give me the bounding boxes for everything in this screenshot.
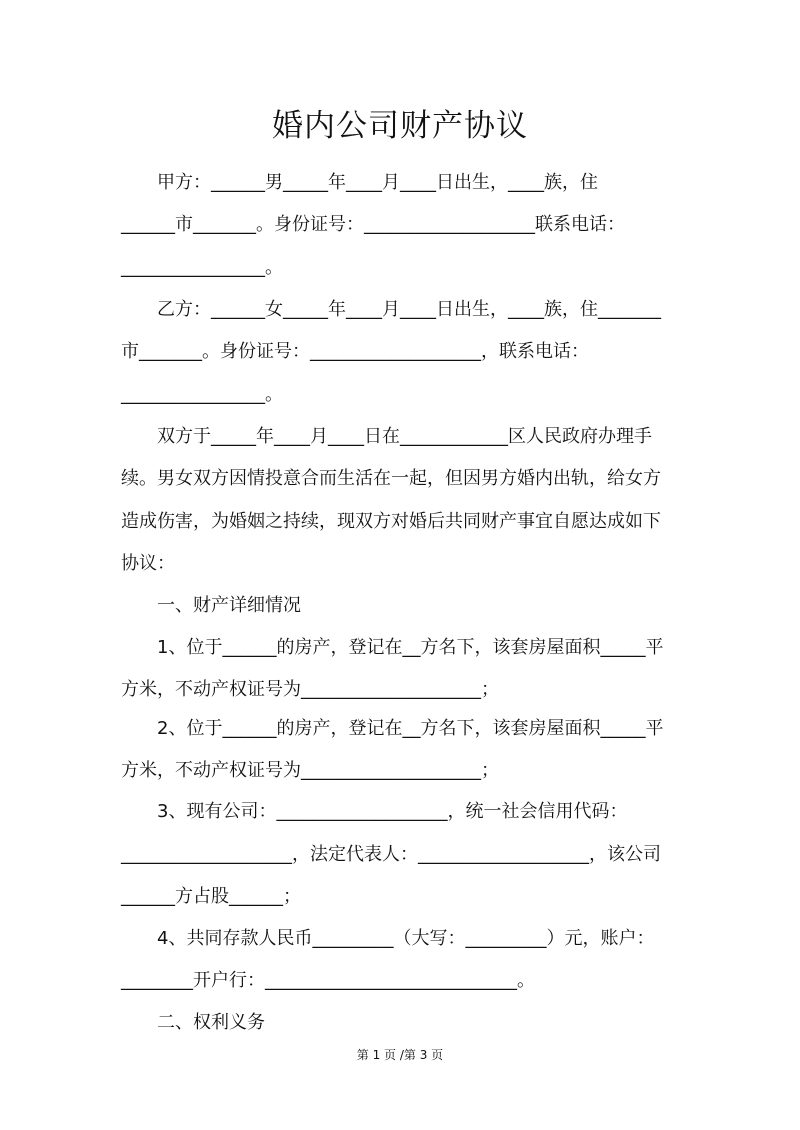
item-4-line-1: 4、共同存款人民币_________（大写：_________）元，账户：	[157, 928, 655, 949]
section-heading-rights: 二、权利义务	[157, 1012, 265, 1033]
preamble-line-4: 协议：	[121, 553, 175, 574]
party-b-line-3: ________________。	[121, 384, 283, 405]
preamble-line-2: 续。男女双方因情投意合而生活在一起，但因男方婚内出轨，给女方	[121, 468, 661, 489]
party-a-line-1: 甲方：______男_____年____月____日出生，____族，住	[157, 172, 598, 193]
item-3-line-2: ___________________，法定代表人：___________________，该公司	[121, 844, 661, 865]
party-a-line-3: ________________。	[121, 257, 283, 278]
item-3-line-3: ______方占股______；	[121, 886, 301, 907]
party-b-line-1: 乙方：______女_____年____月____日出生，____族，住_______	[157, 299, 661, 320]
document-title: 婚内公司财产协议	[272, 108, 528, 144]
section-heading-property: 一、财产详细情况	[157, 595, 301, 616]
item-2-line-2: 方米，不动产权证号为____________________；	[121, 760, 499, 781]
preamble-line-3: 造成伤害，为婚姻之持续，现双方对婚后共同财产事宜自愿达成如下	[121, 511, 661, 532]
preamble-line-1: 双方于_____年____月____日在____________区人民政府办理手	[157, 426, 652, 447]
item-4-line-2: ________开户行：____________________________。	[121, 970, 535, 991]
item-1-line-1: 1、位于______的房产，登记在__方名下，该套房屋面积_____平	[157, 637, 664, 658]
party-a-line-2: ______市_______。身份证号：___________________联系电话：	[121, 214, 625, 235]
item-1-line-2: 方米，不动产权证号为____________________；	[121, 679, 499, 700]
party-b-line-2: 市_______。身份证号：___________________，联系电话：	[121, 341, 589, 362]
item-3-line-1: 3、现有公司：___________________，统一社会信用代码：	[157, 801, 628, 822]
page-number: 第 1 页 /第 3 页	[356, 1048, 444, 1062]
item-2-line-1: 2、位于______的房产，登记在__方名下，该套房屋面积_____平	[157, 718, 664, 739]
